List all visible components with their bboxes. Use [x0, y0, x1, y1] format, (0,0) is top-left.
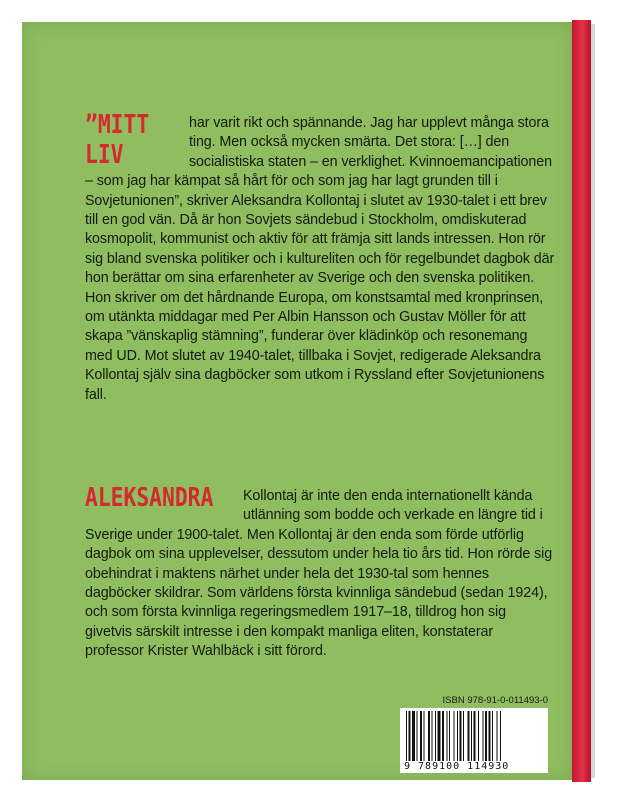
blurb-text-2: Kollontaj är inte den enda internationellt kända utlänning som bodde och verkade en längre tid i Sverige under 1900-talet. Men Kollontaj är den enda som förde utförlig dagbok om sina upplevelser, dessutom under hela tio års tid. Hon rörde sig obehindrat i maktens närhet under hela det 1930-tal som hennes dagböcker skildrar. Som världens första kvinnliga sändebud (sedan 1924), och som första kvinnliga regeringsmedlem 1917–18, tilldrog hon sig givetvis särskilt intresse i den kompakt manliga eliten, konstaterar professor Krister Wahlbäck i sitt förord. — [85, 488, 553, 660]
barcode-bar — [471, 711, 472, 761]
barcode-bar — [428, 711, 430, 761]
barcode-bars — [404, 711, 544, 761]
lead-heading-mitt-liv: ”MITT LIV — [85, 110, 150, 170]
barcode-bar — [409, 711, 411, 761]
barcode-bar — [457, 711, 458, 761]
barcode-area — [400, 695, 548, 773]
blurb-paragraph-2 — [85, 483, 555, 662]
barcode-bar — [412, 711, 415, 761]
barcode-bar — [497, 711, 498, 761]
barcode-bar — [485, 711, 487, 761]
barcode-bar — [424, 711, 425, 761]
barcode-bar — [489, 711, 491, 761]
barcode-bar — [442, 711, 444, 761]
barcode-bar — [420, 711, 422, 761]
barcode-bar — [474, 711, 476, 761]
barcode-bar — [447, 711, 448, 761]
barcode-digits: 9 789100 114930 — [404, 761, 544, 773]
blurb-paragraph-1 — [85, 110, 555, 405]
page-block-edge — [591, 24, 595, 778]
barcode-bar — [460, 711, 462, 761]
barcode-bar — [417, 711, 418, 761]
barcode — [400, 708, 548, 773]
book-back-cover — [22, 22, 572, 780]
barcode-bar — [468, 711, 470, 761]
lead-heading-aleksandra: ALEKSANDRA — [85, 483, 214, 513]
barcode-bar — [463, 711, 464, 761]
barcode-bar — [449, 711, 450, 761]
barcode-bar — [435, 711, 436, 761]
barcode-bar — [478, 711, 479, 761]
isbn-label: ISBN 978-91-0-011493-0 — [442, 695, 548, 706]
barcode-bar — [432, 711, 433, 761]
barcode-bar — [454, 711, 455, 761]
barcode-bar — [438, 711, 441, 761]
barcode-bar — [492, 711, 493, 761]
blurb-text-1: har varit rikt och spännande. Jag har upplevt många stora ting. Men också mycken smärta. Det stora: […] den socialistiska staten – en verklighet. Kvinnoemancipationen – som jag har kämpat så hårt för och som jag har lagt grunden till i Sovjetunionen”, skriver Aleksandra Kollontaj i slutet av 1930-talet i ett brev till en god vän. Då är hon Sovjets sändebud i Stockholm, omdiskuterad kosmopolit, kommunist och aktiv för att främja sitt lands intressen. Hon rör sig bland svenska politiker och i kultureliten och för regelbundet dagbok där hon berättar om sina erfarenheter av Sverige och den svenska politiken. Hon skriver om det hårdnande Europa, om konstsamtal med kronprinsen, om utänkta middagar med Per Albin Hansson och Gustav Möller för att skapa ”vänskaplig stämning”, funderar över klädinköp och resonemang med UD. Mot slutet av 1940-talet, tillbaka i Sovjet, redigerade Aleksandra Kollontaj själv sina dagböcker som utkom i Ryssland efter Sovjetunionens fall. — [85, 115, 555, 403]
barcode-bar — [406, 711, 407, 761]
barcode-bar — [500, 711, 501, 761]
barcode-bar — [483, 711, 484, 761]
book-spine-edge — [572, 20, 591, 782]
